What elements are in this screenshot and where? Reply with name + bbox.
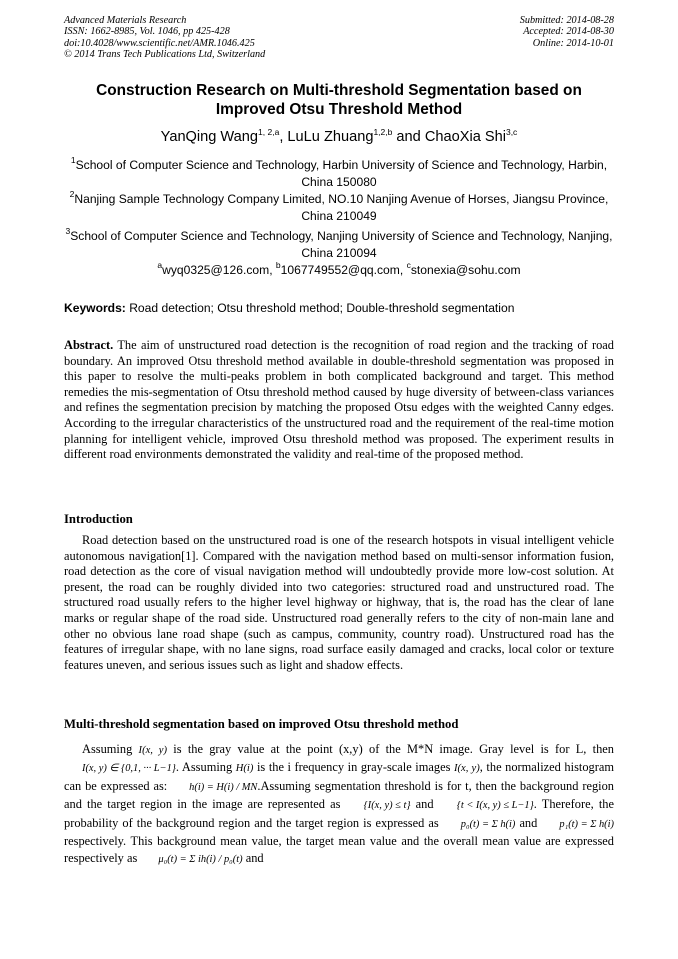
email-superscript: a <box>157 260 163 270</box>
formula-normalized-histogram: h(i) = H(i) / MN <box>189 781 258 793</box>
section-paragraph <box>64 741 614 869</box>
formula-gray-range: I(x, y) ∈ {0,1, ··· L−1} <box>82 763 176 775</box>
text-run: .Assuming segmentation threshold is for t, then the background region and the target region in the image are represented as <box>64 778 614 812</box>
text-run: and <box>245 851 264 866</box>
author-separator: and <box>392 129 425 145</box>
text-run: and <box>519 815 538 830</box>
paper-title: Construction Research on Multi-threshold Segmentation based on Improved Otsu Threshold Method <box>96 82 582 118</box>
copyright-line: © 2014 Trans Tech Publications Ltd, Switzerland <box>64 49 266 61</box>
submitted-date: Submitted: 2014-08-28 <box>519 15 614 26</box>
text-run: and <box>415 797 434 812</box>
issn-line: ISSN: 1662-8985, Vol. 1046, pp 425-428 <box>64 26 230 38</box>
email-superscript: c <box>406 260 411 270</box>
keywords <box>64 300 614 316</box>
journal-name: Advanced Materials Research <box>64 15 187 26</box>
abstract <box>64 338 614 463</box>
header-left <box>64 15 265 61</box>
formula-mu0: μ₀(t) = Σ ih(i) / p₀(t) <box>158 854 243 866</box>
affiliation-2 <box>64 191 614 224</box>
email-link[interactable]: stonexia@sohu.com <box>410 263 521 277</box>
text-run: is the i frequency in gray-scale images <box>256 760 451 775</box>
affiliation-text: School of Computer Science and Technology, Harbin University of Science and Technology, Harbin, China 150080 <box>75 158 608 189</box>
email-link[interactable]: wyq0325@126.com <box>162 263 270 277</box>
doi-line[interactable]: doi:10.4028/www.scientific.net/AMR.1046.425 <box>64 37 255 49</box>
section-heading: Multi-threshold segmentation based on improved Otsu threshold method <box>64 717 459 731</box>
formula-p0: p₀(t) = Σ h(i) <box>460 818 516 830</box>
author-name: LuLu Zhuang <box>287 129 374 145</box>
formula-gray-value: I(x, y) <box>138 745 168 756</box>
affiliation-superscript: 1 <box>70 155 76 165</box>
affiliation-superscript: 2 <box>69 189 75 199</box>
abstract-text: The aim of unstructured road detection is the recognition of road region and the tracking of road boundary. An improved Otsu threshold method available in double-threshold segmentation was proposed in this paper to resolve the multi-peaks problem in both complicated background and target. This method remedies the mis-segmentation of Otsu threshold method caused by huge diversity of between-class variances and refines the segmentation precision by matching the proposed Otsu edges with the weighted Canny edges. According to the irregular characteristics of the unstructured road and the requirement of the real-time motion planning for intelligent vehicle, improved Otsu threshold method was proposed. The experiment results in different road environments demonstrated the validity and real-time of the proposed method. <box>64 338 614 462</box>
introduction-heading: Introduction <box>64 512 133 526</box>
keywords-label: Keywords: <box>64 301 126 315</box>
formula-image: I(x, y) <box>454 763 480 775</box>
accepted-date: Accepted: 2014-08-30 <box>523 26 614 38</box>
formula-background-region: {I(x, y) ≤ t} <box>363 800 411 812</box>
affiliation-text: School of Computer Science and Technology, Nanjing University of Science and Technology, Nanjing, China 210094 <box>70 229 613 260</box>
email-link[interactable]: 1067749552@qq.com <box>280 263 400 277</box>
text-run: , the normalized histogram can be expressed as: <box>64 760 614 793</box>
keywords-text: Road detection; Otsu threshold method; Double-threshold segmentation <box>129 301 515 315</box>
affiliation-text: Nanjing Sample Technology Company Limited, NO.10 Nanjing Avenue of Horses, Jiangsu Province, China 210049 <box>74 192 609 223</box>
text-run: respectively. This background mean value, the target mean value and the overall mean value are expressed respectively as <box>64 834 614 866</box>
author-superscript: 3,c <box>505 127 518 137</box>
email-superscript: b <box>275 260 281 270</box>
affiliation-1 <box>64 157 614 190</box>
text-run: . Assuming <box>175 760 233 775</box>
abstract-label: Abstract. <box>64 338 114 352</box>
affiliation-3 <box>64 228 614 261</box>
formula-p1: p₁(t) = Σ h(i) <box>559 818 614 830</box>
header-right <box>520 15 614 49</box>
email-list: $^a$wyq0325@126.com, $^b$1067749552@qq.com, $^c$stonexia@sohu.com <box>157 260 521 277</box>
text-run: is the gray value at the point (x,y) of the M*N image. Gray level is for L, then <box>173 742 614 756</box>
text-run: . Therefore, the probability of the background region and the target region is expressed as <box>64 797 614 830</box>
author-list <box>64 127 614 147</box>
formula-target-region: {t < I(x, y) ≤ L−1} <box>456 800 534 812</box>
author-name: ChaoXia Shi <box>424 129 506 145</box>
formula-frequency: H(i) <box>235 763 254 775</box>
text-run: Assuming <box>82 742 133 756</box>
author-separator: , <box>279 129 288 145</box>
online-date: Online: 2014-10-01 <box>532 37 614 49</box>
author-superscript: 1,2,b <box>373 127 393 137</box>
affiliation-superscript: 3 <box>65 226 71 236</box>
introduction-text: Road detection based on the unstructured road is one of the research hotspots in visual intelligent vehicle autonomous navigation[1]. Compared with the navigation method based on multi-sensor information fusion, road detection as the core of visual navigation method will undoubtedly provide more low-cost solution. At present, the road can be roughly divided into two categories: structured road and unstructured road. The structured road usually refers to the higher level highway or highway, that is, the road has the clear of lane marks or regular shape of the road side. Unstructured road generally refers to the city of non-main lane and other no obvious lane road shape (such as campus, community, country road). Unstructured road has the features of irregular shape, with no lane signs, road surface easily damaged and cracks, local color or texture features uneven, and serious issues such as light and shadow effects. <box>64 533 614 672</box>
author-superscript: 1, 2,a <box>258 127 280 137</box>
author-name: YanQing Wang <box>160 129 259 145</box>
